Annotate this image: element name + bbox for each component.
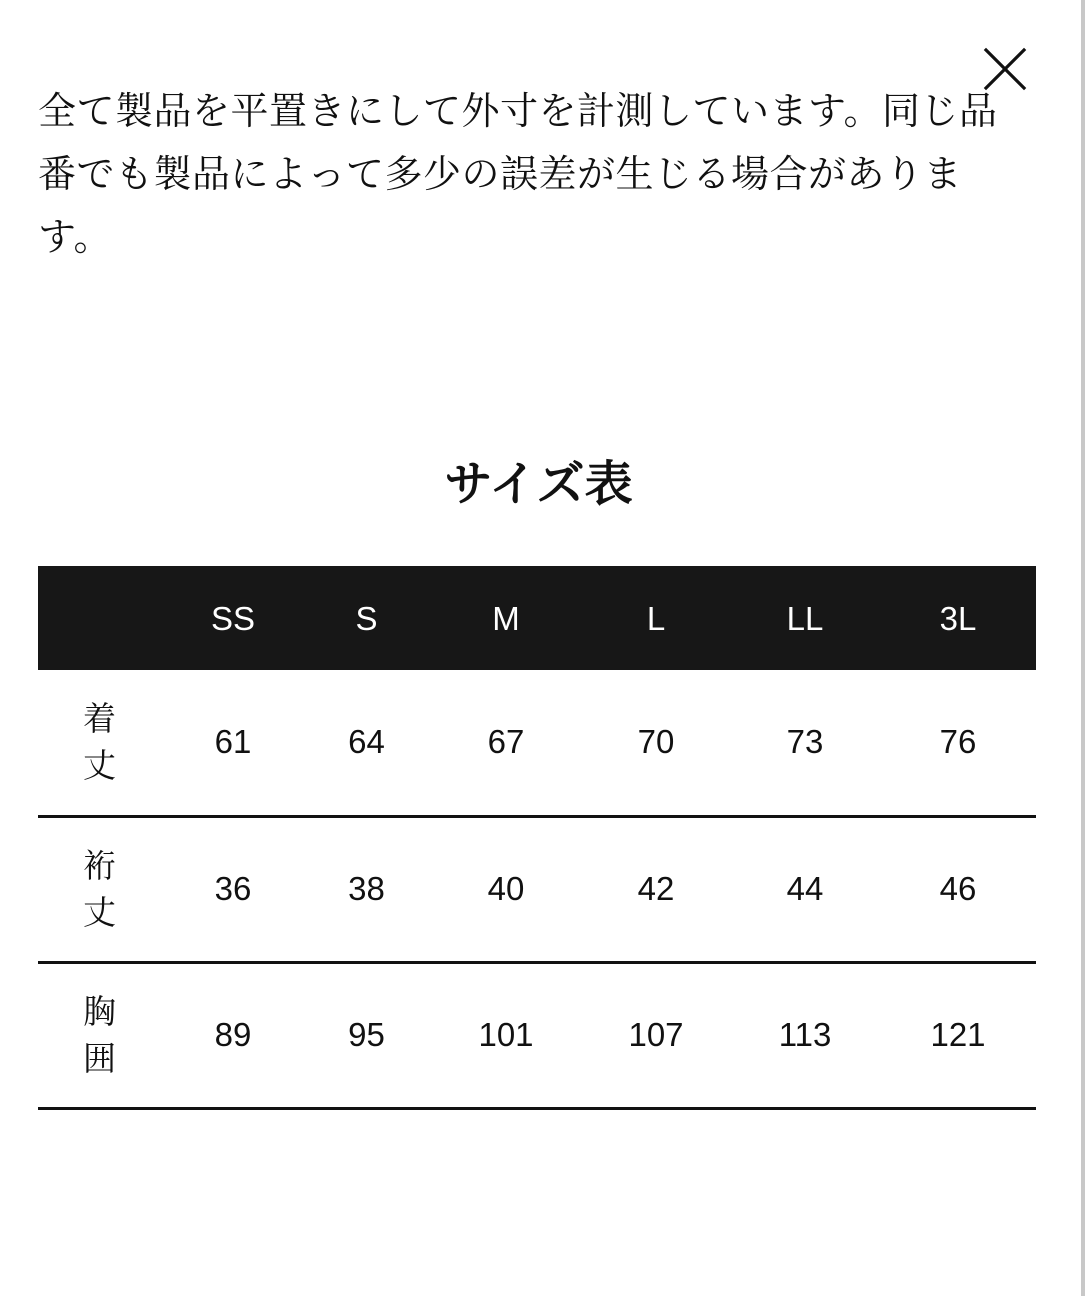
table-cell: 121 <box>880 962 1036 1108</box>
table-cell: 113 <box>730 962 880 1108</box>
size-table-header-row <box>38 566 1036 670</box>
table-row <box>38 816 1036 962</box>
table-cell: 70 <box>582 670 730 816</box>
header-cell-l: L <box>646 600 666 637</box>
size-table-title: サイズ表 <box>444 456 633 512</box>
table-cell: 38 <box>303 816 430 962</box>
table-cell: 95 <box>303 962 430 1108</box>
row-label-chest <box>38 962 163 1108</box>
table-cell: 46 <box>880 816 1036 962</box>
measurement-notice: 全て製品を平置きにして外寸を計測しています。同じ品番でも製品によって多少の誤差が生じる場合があります。 <box>38 89 998 259</box>
table-cell: 44 <box>730 816 880 962</box>
row-label-length <box>38 670 163 816</box>
scrollbar-edge <box>1081 0 1085 1296</box>
row-label-text: 裄丈 <box>83 846 116 932</box>
table-cell: 101 <box>430 962 582 1108</box>
table-cell: 61 <box>163 670 303 816</box>
table-cell: 76 <box>880 670 1036 816</box>
header-cell-blank <box>38 566 163 670</box>
row-label-text: 胸囲 <box>83 992 116 1078</box>
header-cell-ll: LL <box>786 600 824 637</box>
table-cell: 73 <box>730 670 880 816</box>
row-label-text: 着丈 <box>83 699 116 786</box>
header-cell-m: M <box>492 600 520 637</box>
header-cell-3l: 3L <box>939 600 977 637</box>
table-cell: 42 <box>582 816 730 962</box>
size-table <box>38 566 1036 1110</box>
table-row <box>38 962 1036 1108</box>
table-cell: 36 <box>163 816 303 962</box>
header-cell-ss: SS <box>210 600 256 637</box>
table-cell: 107 <box>582 962 730 1108</box>
row-label-sleeve <box>38 816 163 962</box>
table-cell: 89 <box>163 962 303 1108</box>
table-row <box>38 670 1036 816</box>
table-cell: 40 <box>430 816 582 962</box>
table-cell: 67 <box>430 670 582 816</box>
header-cell-s: S <box>355 600 378 637</box>
table-cell: 64 <box>303 670 430 816</box>
